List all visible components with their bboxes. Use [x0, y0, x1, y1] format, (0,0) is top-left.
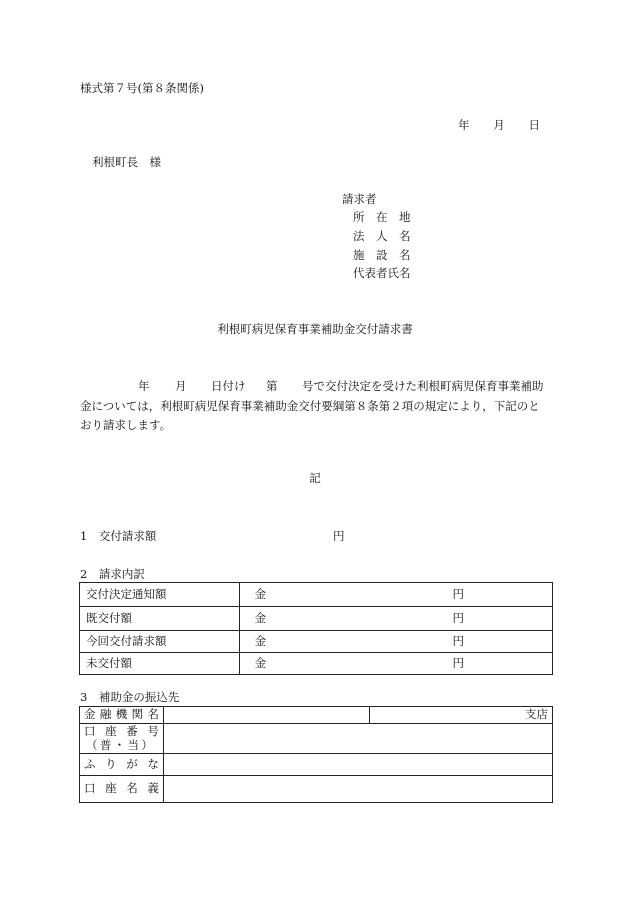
applicant-facility-label: 施 設 名	[353, 248, 411, 262]
section3-label: 3 補助金の振込先	[80, 690, 180, 704]
account-holder-label: 口座名義	[80, 776, 164, 803]
applicant-address-label: 所 在 地	[353, 210, 411, 224]
account-number-label: 口座番号 （普・当）	[80, 724, 164, 754]
document-title: 利根町病児保育事業補助金交付請求書	[217, 322, 413, 336]
body-line3: おり請求します。	[80, 418, 172, 432]
table-row	[80, 754, 553, 776]
applicant-corp-label: 法 人 名	[353, 229, 411, 243]
addressee: 利根町長 様	[92, 155, 161, 169]
branch-label: 支店	[370, 707, 553, 724]
date-line	[458, 120, 540, 132]
amount-cell: 金 円	[239, 607, 552, 631]
date-day: 日	[528, 118, 540, 132]
section1-label: 1 交付請求額	[80, 529, 157, 543]
furigana-value	[163, 754, 552, 776]
body-month: 月	[175, 379, 187, 393]
table-row	[80, 776, 553, 803]
body-line1-rest: 号で交付決定を受けた利根町病児保育事業補助	[302, 379, 544, 393]
account-holder-value	[163, 776, 552, 803]
account-number-value	[163, 724, 552, 754]
row-label: 交付決定通知額	[80, 583, 240, 607]
bank-name-label: 金融機関名	[80, 707, 164, 724]
row-label: 未交付額	[80, 653, 240, 675]
breakdown-table	[79, 582, 553, 675]
furigana-label: ふりがな	[80, 754, 164, 776]
row-label: 既交付額	[80, 607, 240, 631]
amount-cell: 金 円	[239, 653, 552, 675]
body-line2: 金については，利根町病児保育事業補助金交付要綱第８条第２項の規定により，下記のと	[80, 399, 540, 413]
amount-cell: 金 円	[239, 631, 552, 653]
bank-name-value	[163, 707, 369, 724]
table-row	[80, 583, 553, 607]
date-year: 年	[458, 118, 470, 132]
table-row	[80, 724, 553, 754]
table-row	[80, 631, 553, 653]
applicant-representative-label: 代表者氏名	[353, 266, 411, 280]
table-row	[80, 707, 553, 724]
date-month: 月	[493, 118, 505, 132]
table-row	[80, 653, 553, 675]
bank-table	[79, 706, 553, 803]
table-row	[80, 607, 553, 631]
section2-label: 2 請求内訳	[80, 567, 145, 581]
applicant-heading: 請求者	[342, 192, 377, 206]
amount-cell: 金 円	[239, 583, 552, 607]
body-year: 年	[138, 379, 150, 393]
row-label: 今回交付請求額	[80, 631, 240, 653]
body-no: 第	[266, 379, 278, 393]
form-number: 様式第７号(第８条関係)	[80, 81, 204, 95]
ki-label: 記	[309, 471, 321, 485]
section1-unit: 円	[333, 529, 345, 543]
body-dated: 日付け	[211, 379, 246, 393]
